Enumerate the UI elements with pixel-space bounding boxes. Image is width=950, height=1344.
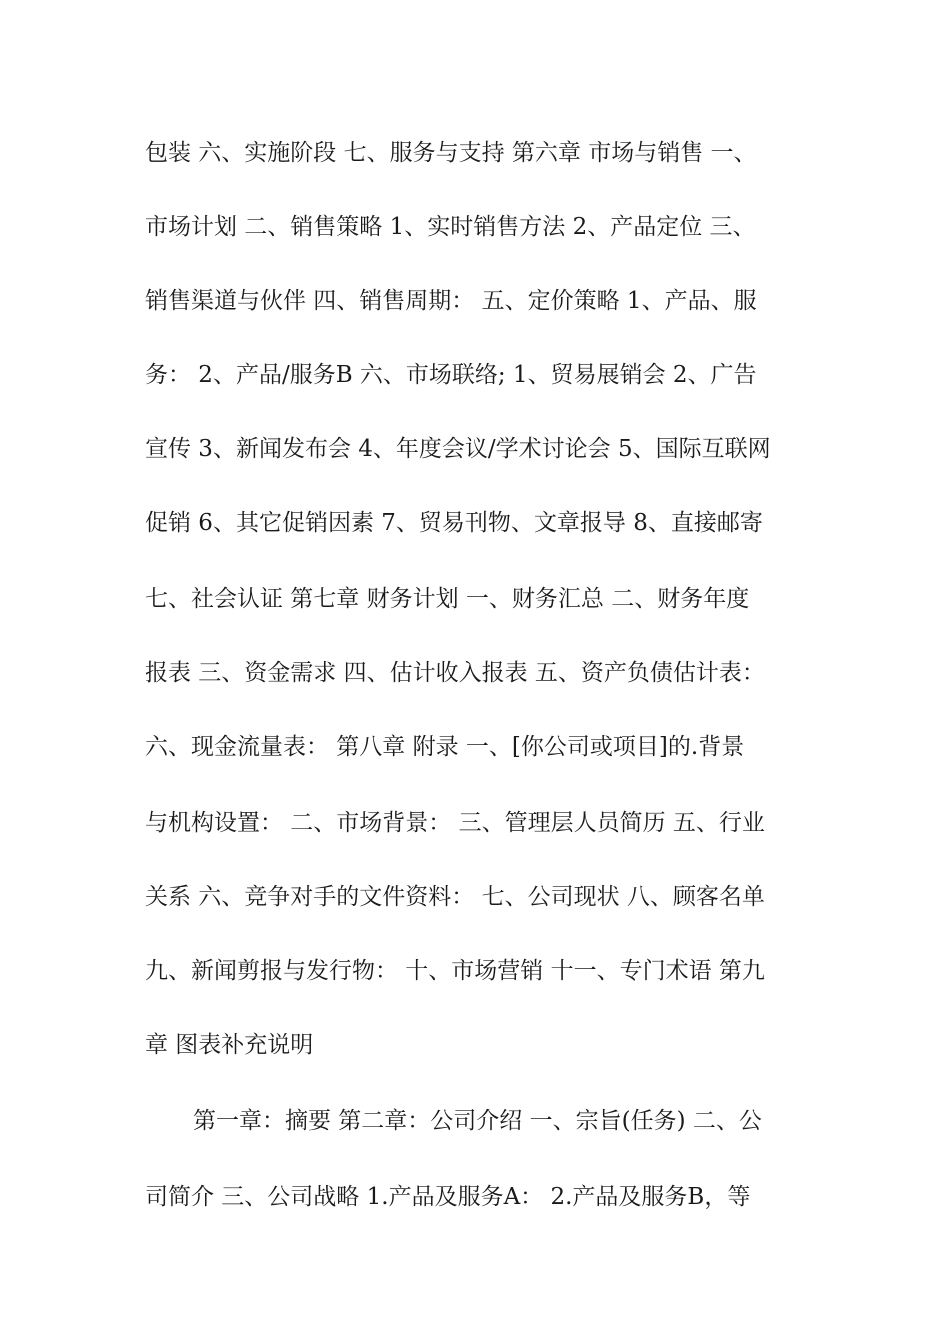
text-line: 七、社会认证 第七章 财务计划 一、财务汇总 二、财务年度 bbox=[145, 586, 750, 612]
text-line: 六、现金流量表： 第八章 附录 一、[你公司或项目]的.背景 bbox=[145, 734, 745, 760]
text-line: 报表 三、资金需求 四、估计收入报表 五、资产负债估计表： bbox=[145, 660, 765, 686]
text-line: 促销 6、其它促销因素 7、贸易刊物、文章报导 8、直接邮寄 bbox=[145, 510, 763, 536]
text-line: 司简介 三、公司战略 1.产品及服务A： 2.产品及服务B，等 bbox=[145, 1184, 751, 1210]
text-line: 关系 六、竞争对手的文件资料： 七、公司现状 八、顾客名单 bbox=[145, 884, 765, 910]
text-line: 包装 六、实施阶段 七、服务与支持 第六章 市场与销售 一、 bbox=[145, 140, 757, 166]
text-line: 九、新闻剪报与发行物： 十、市场营销 十一、专门术语 第九 bbox=[145, 958, 765, 984]
text-line: 务： 2、产品/服务B 六、市场联络; 1、贸易展销会 2、广告 bbox=[145, 362, 757, 388]
paragraph-first-line: 第一章：摘要 第二章：公司介绍 一、宗旨(任务) 二、公 bbox=[193, 1108, 762, 1134]
text-line: 市场计划 二、销售策略 1、实时销售方法 2、产品定位 三、 bbox=[145, 214, 756, 240]
text-line: 宣传 3、新闻发布会 4、年度会议/学术讨论会 5、国际互联网 bbox=[145, 436, 771, 462]
text-line: 销售渠道与伙伴 四、销售周期： 五、定价策略 1、产品、服 bbox=[145, 288, 757, 314]
text-line: 与机构设置： 二、市场背景： 三、管理层人员简历 五、行业 bbox=[145, 810, 765, 836]
text-line: 章 图表补充说明 bbox=[145, 1032, 314, 1058]
